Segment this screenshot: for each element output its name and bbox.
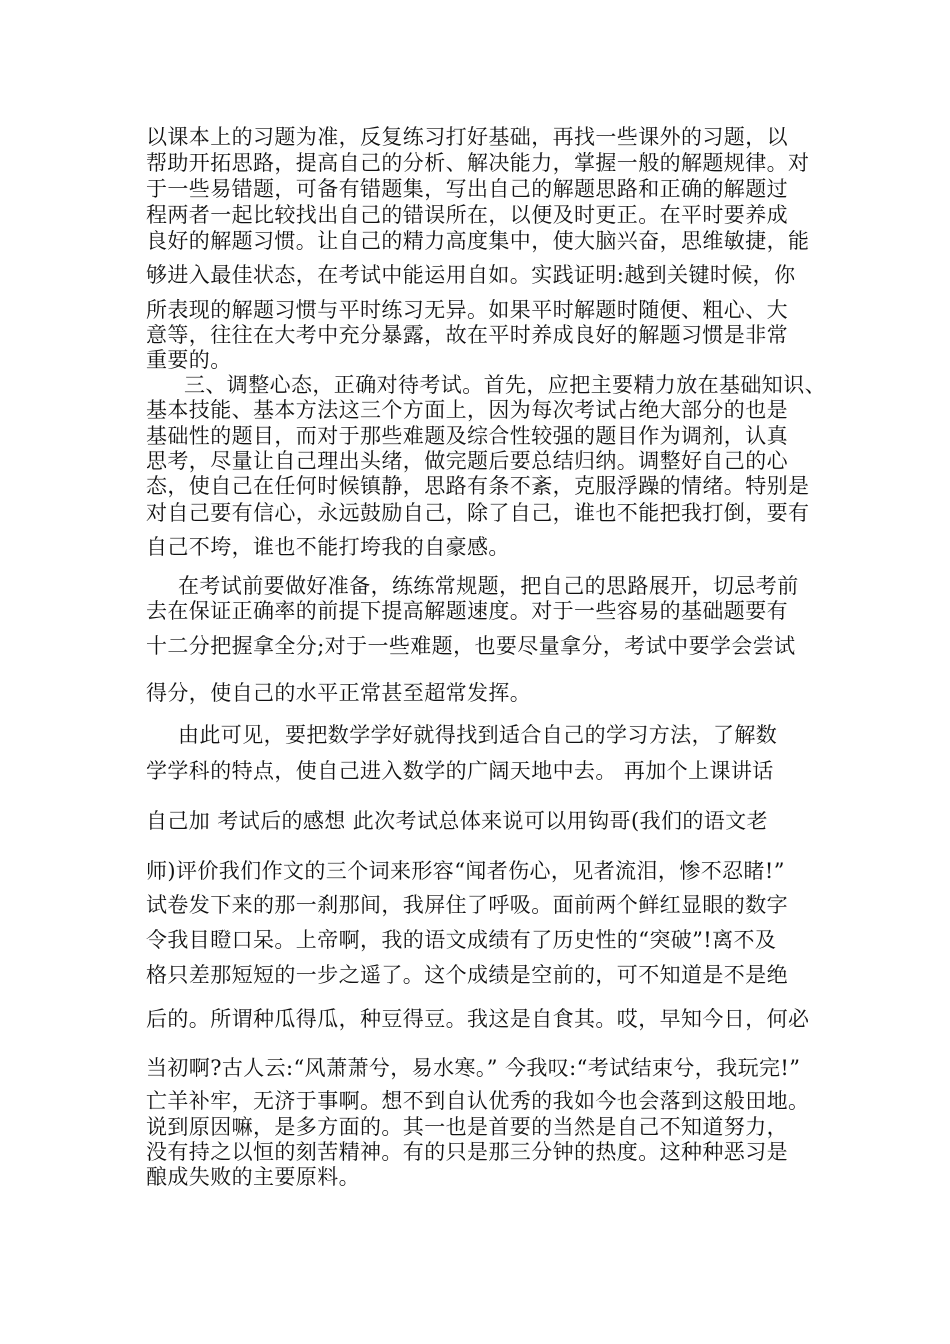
text-line: 没有持之以恒的刻苦精神。有的只是那三分钟的热度。这种种恶习是: [146, 1140, 788, 1164]
text-line: 良好的解题习惯。让自己的精力高度集中，使大脑兴奋，思维敏捷，能: [146, 229, 810, 253]
text-line: 态，使自己在任何时候镇静，思路有条不紊，克服浮躁的情绪。特别是: [146, 474, 810, 498]
text-line: 令我目瞪口呆。上帝啊，我的语文成绩有了历史性的“突破”!离不及: [146, 928, 777, 952]
text-line: 够进入最佳状态，在考试中能运用自如。实践证明:越到关键时候，你: [146, 263, 796, 287]
paragraph-start-line: 在考试前要做好准备，练练常规题，把自己的思路展开，切忌考前: [178, 574, 799, 598]
text-line: 说到原因嘛，是多方面的。其一也是首要的当然是自己不知道努力，: [146, 1115, 788, 1139]
text-line: 于一些易错题，可备有错题集，写出自己的解题思路和正确的解题过: [146, 177, 788, 201]
text-line: 对自己要有信心，永远鼓励自己，除了自己，谁也不能把我打倒，要有: [146, 501, 810, 525]
text-line: 帮助开拓思路，提高自己的分析、解决能力，掌握一般的解题规律。对: [146, 151, 810, 175]
text-line: 基础性的题目，而对于那些难题及综合性较强的题目作为调剂，认真: [146, 424, 788, 448]
text-line: 意等，往往在大考中充分暴露，故在平时养成良好的解题习惯是非常: [146, 323, 788, 347]
paragraph-start-line: 三、调整心态，正确对待考试。首先，应把主要精力放在基础知识、: [184, 373, 826, 397]
text-line: 格只差那短短的一步之遥了。这个成绩是空前的，可不知道是不是绝: [146, 963, 788, 987]
text-line: 师)评价我们作文的三个词来形容“闻者伤心，见者流泪，惨不忍睹!”: [146, 859, 785, 883]
paragraph-start-line: 由此可见，要把数学学好就得找到适合自己的学习方法，了解数: [178, 723, 778, 747]
text-line: 亡羊补牢，无济于事啊。想不到自认优秀的我如今也会落到这般田地。: [146, 1089, 810, 1113]
text-line: 后的。所谓种瓜得瓜，种豆得豆。我这是自食其。哎，早知今日，何必: [146, 1007, 810, 1031]
text-line: 重要的。: [146, 348, 232, 372]
text-line: 所表现的解题习惯与平时练习无异。如果平时解题时随便、粗心、大: [146, 298, 788, 322]
text-line: 自己不垮，谁也不能打垮我的自豪感。: [146, 535, 510, 559]
text-line: 酿成失败的主要原料。: [146, 1165, 360, 1189]
text-line: 基本技能、基本方法这三个方面上，因为每次考试占绝大部分的也是: [146, 398, 788, 422]
text-line: 自己加 考试后的感想 此次考试总体来说可以用钩哥(我们的语文老: [146, 809, 768, 833]
text-line: 去在保证正确率的前提下提高解题速度。对于一些容易的基础题要有: [146, 599, 788, 623]
text-line: 当初啊?古人云:“风萧萧兮，易水寒。” 今我叹:“考试结束兮，我玩完!”: [146, 1056, 801, 1080]
text-line: 以课本上的习题为准，反复练习打好基础，再找一些课外的习题，以: [146, 125, 788, 149]
text-line: 十二分把握拿全分;对于一些难题，也要尽量拿分，考试中要学会尝试: [146, 634, 796, 658]
text-line: 学学科的特点，使自己进入数学的广阔天地中去。 再加个上课讲话: [146, 759, 774, 783]
text-line: 得分，使自己的水平正常甚至超常发挥。: [146, 681, 532, 705]
text-line: 程两者一起比较找出自己的错误所在，以便及时更正。在平时要养成: [146, 203, 788, 227]
text-line: 思考，尽量让自己理出头绪，做完题后要总结归纳。调整好自己的心: [146, 449, 788, 473]
text-line: 试卷发下来的那一刹那间，我屏住了呼吸。面前两个鲜红显眼的数字: [146, 893, 788, 917]
